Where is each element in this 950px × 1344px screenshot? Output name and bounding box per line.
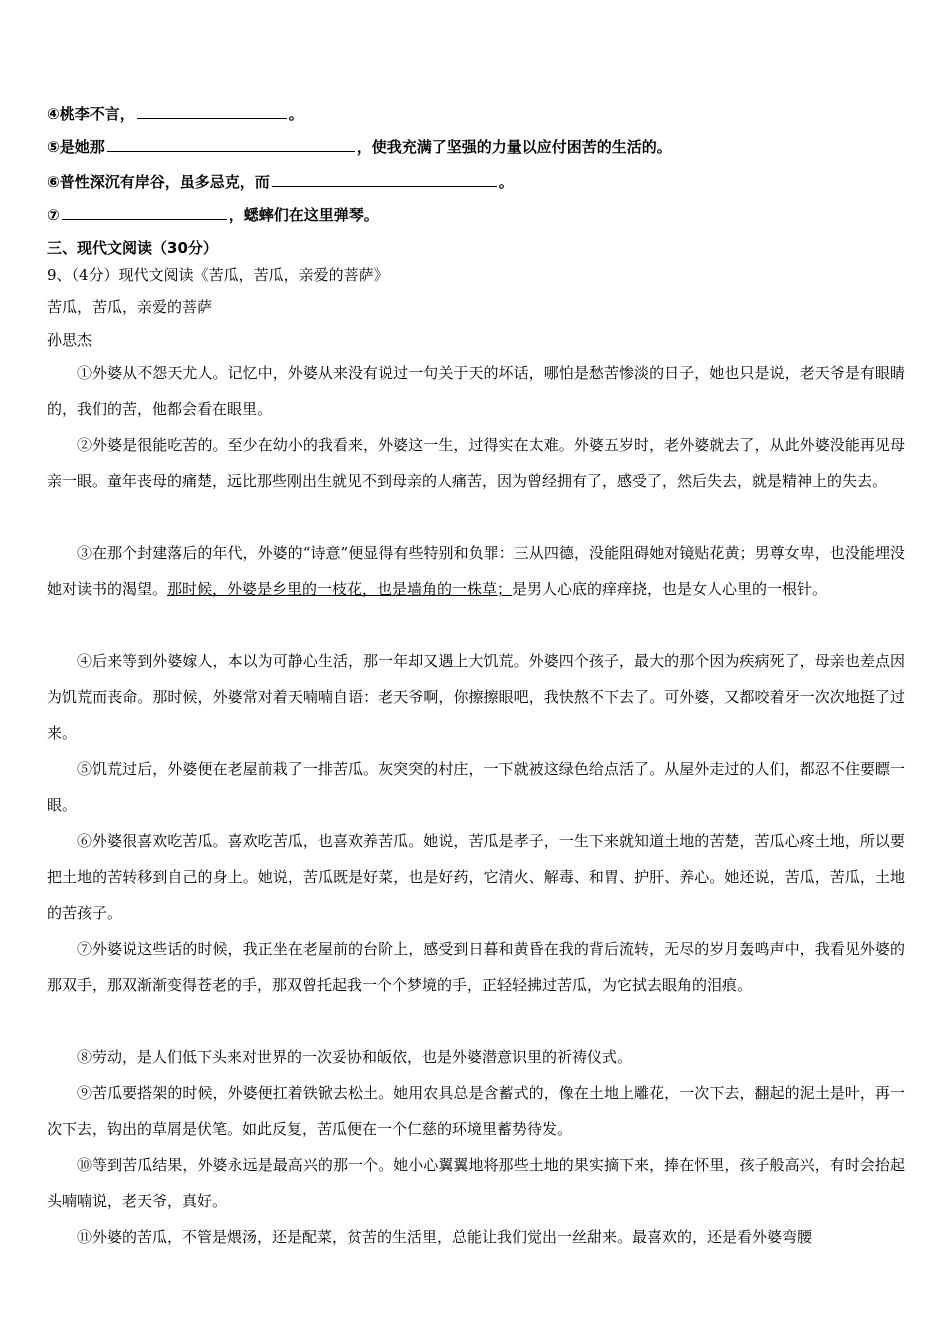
paragraph-3 — [47, 535, 905, 607]
fill-blank-6 — [47, 172, 514, 192]
fill-blank-prefix: ⑥普性深沉有岸谷，虽多忌克，而 — [47, 173, 270, 191]
paragraph-11: ⑪外婆的苦瓜，不管是煨汤，还是配菜，贫苦的生活里，总能让我们觉出一丝甜来。最喜欢的，还是看外婆弯腰 — [77, 1228, 813, 1246]
answer-blank[interactable] — [62, 205, 227, 220]
question-line: 9、（4分）现代文阅读《苦瓜，苦瓜，亲爱的菩萨》 — [47, 266, 389, 284]
paragraph-10: ⑩等到苦瓜结果，外婆永远是最高兴的那一个。她小心翼翼地将那些土地的果实摘下来，捧在怀里，孩子般高兴，有时会抬起头喃喃说，老天爷，真好。 — [47, 1156, 905, 1210]
paragraph-7: ⑦外婆说这些话的时候，我正坐在老屋前的台阶上，感受到日暮和黄昏在我的背后流转，无尽的岁月轰鸣声中，我看见外婆的那双手，那双渐渐变得苍老的手，那双曾托起我一个个梦境的手，正轻轻拂过苦瓜，为它拭去眼角的泪痕。 — [47, 940, 905, 994]
article-author: 孙思杰 — [47, 331, 93, 349]
paragraph-8: ⑧劳动，是人们低下头来对世界的一次妥协和皈依，也是外婆潜意识里的祈祷仪式。 — [77, 1048, 633, 1066]
fill-blank-prefix: ④桃李不言， — [47, 105, 135, 123]
answer-blank[interactable] — [137, 104, 287, 119]
answer-blank[interactable] — [272, 172, 497, 187]
paragraph-4: ④后来等到外婆嫁人，本以为可静心生活，那一年却又遇上大饥荒。外婆四个孩子，最大的那个因为疾病死了，母亲也差点因为饥荒而丧命。那时候，外婆常对着天喃喃自语：老天爷啊，你擦擦眼吧，我快熬不下去了。可外婆，又都咬着牙一次次地挺了过来。 — [47, 652, 905, 742]
paragraph-2: ②外婆是很能吃苦的。至少在幼小的我看来，外婆这一生，过得实在太难。外婆五岁时，老外婆就去了，从此外婆没能再见母亲一眼。童年丧母的痛楚，远比那些刚出生就见不到母亲的人痛苦，因为曾经拥有了，感受了，然后失去，就是精神上的失去。 — [47, 436, 905, 490]
fill-blank-suffix: ，蟋蟀们在这里弹琴。 — [228, 206, 379, 224]
article-title: 苦瓜，苦瓜，亲爱的菩萨 — [47, 298, 213, 316]
underlined-sentence: 那时候，外婆是乡里的一枝花，也是墙角的一株草； — [167, 580, 513, 598]
fill-blank-5 — [47, 137, 672, 157]
fill-blank-4 — [47, 104, 304, 124]
fill-blank-suffix: 。 — [498, 173, 514, 191]
fill-blank-prefix: ⑦ — [47, 206, 60, 224]
fill-blank-7 — [47, 205, 379, 225]
fill-blank-prefix: ⑤是她那 — [47, 138, 105, 156]
paragraph-3-text: ③在那个封建落后的年代，外婆的“诗意”便显得有些特别和负罪：三从四德，没能阻碍她对镜贴花黄；男尊女卑，也没能埋没她对读书的渴望。 — [47, 544, 905, 598]
paragraph-1: ①外婆从不怨天尤人。记忆中，外婆从来没有说过一句关于天的坏话，哪怕是愁苦惨淡的日子，她也只是说，老天爷是有眼睛的，我们的苦，他都会看在眼里。 — [47, 364, 905, 418]
paragraph-3-text: 是男人心底的痒痒挠，也是女人心里的一根针。 — [512, 580, 828, 598]
paragraph-9: ⑨苦瓜要搭架的时候，外婆便扛着铁锨去松土。她用农具总是含蓄式的，像在土地上雕花，一次下去，翻起的泥土是叶，再一次下去，钩出的草屑是伏笔。如此反复，苦瓜便在一个仁慈的环境里蓄势待发。 — [47, 1084, 905, 1138]
fill-blank-suffix: 。 — [288, 105, 304, 123]
answer-blank[interactable] — [107, 137, 355, 152]
paragraph-6: ⑥外婆很喜欢吃苦瓜。喜欢吃苦瓜，也喜欢养苦瓜。她说，苦瓜是孝子，一生下来就知道土地的苦楚，苦瓜心疼土地，所以要把土地的苦转移到自己的身上。她说，苦瓜既是好菜，也是好药，它清火、解毒、和胃、护肝、养心。她还说，苦瓜，苦瓜，土地的苦孩子。 — [47, 832, 905, 922]
section-heading: 三、现代文阅读（30分） — [47, 239, 218, 257]
fill-blank-suffix: ，使我充满了坚强的力量以应付困苦的生活的。 — [356, 138, 672, 156]
paragraph-5: ⑤饥荒过后，外婆便在老屋前栽了一排苦瓜。灰突突的村庄，一下就被这绿色给点活了。从屋外走过的人们，都忍不住要瞟一眼。 — [47, 760, 905, 814]
